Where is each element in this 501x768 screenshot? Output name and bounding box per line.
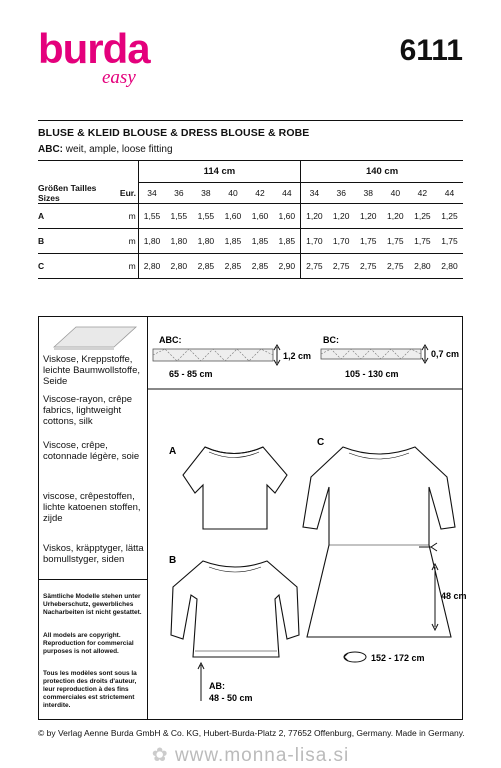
value-cell: 2,80 — [441, 260, 458, 271]
fabric-de: Viskose, Kreppstoffe, leichte Baumwollstoffe, Seide — [43, 354, 140, 387]
value-cell: 2,90 — [274, 253, 301, 278]
table-row — [38, 228, 463, 253]
fabric-column — [39, 317, 148, 719]
table-row — [38, 203, 463, 228]
hem-width: 152 - 172 cm — [371, 653, 425, 663]
value-cell: 1,20 — [387, 210, 404, 221]
value-cell: 2,75 — [306, 260, 323, 271]
size-cell: 40 — [228, 187, 238, 198]
size-cell: 42 — [255, 187, 265, 198]
row-unit: m — [118, 228, 138, 253]
pattern-title: BLUSE & KLEID BLOUSE & DRESS BLOUSE & ROBE — [38, 127, 310, 139]
view-b-label: B — [169, 555, 177, 566]
blouse-length: 48 - 50 cm — [209, 693, 253, 703]
divider — [39, 579, 147, 580]
copyright-note-fr: Tous les modèles sont sous la protection des droits d'auteur, leur reproduction à des fins commerciales est strictement interdite. — [43, 670, 137, 709]
value-cell: 2,80 — [143, 260, 161, 271]
size-header-label: Größen Tailles Sizes — [38, 182, 97, 203]
size-cell: 34 — [147, 187, 157, 198]
view-a-label: A — [169, 446, 177, 457]
fabric-nl: viscose, crêpestoffen, lichte katoenen stoffen, zijde — [43, 491, 141, 524]
size-cell: 44 — [274, 183, 301, 204]
row-view: A — [38, 210, 45, 221]
elastic-bc-length: 105 - 130 cm — [345, 369, 399, 379]
watermark: ✿ www.monna-lisa.si — [151, 745, 350, 766]
value-cell: 1,25 — [441, 210, 458, 221]
blouse-length-label: AB: — [209, 681, 225, 691]
value-cell: 1,20 — [332, 210, 350, 221]
value-cell: 1,85 — [251, 235, 269, 246]
value-cell: 1,55 — [197, 210, 215, 221]
value-cell: 1,55 — [143, 210, 161, 221]
size-cell: 38 — [363, 187, 373, 198]
blouse-a-drawing — [183, 447, 287, 529]
size-cell: 36 — [174, 187, 184, 198]
elastic-bc-width: 0,7 cm — [431, 349, 460, 359]
value-cell: 1,70 — [306, 235, 323, 246]
illustrations — [147, 317, 467, 719]
elastic-strip-abc — [153, 349, 273, 361]
divider — [38, 120, 463, 121]
size-cell: 36 — [336, 187, 346, 198]
value-cell: 1,20 — [359, 210, 377, 221]
footer-copyright: © by Verlag Aenne Burda GmbH & Co. KG, Hubert-Burda-Platz 2, 77652 Offenburg, Germany. Made in Germany. — [38, 728, 465, 738]
width-114: 114 cm — [138, 161, 300, 183]
value-cell: 1,80 — [170, 235, 188, 246]
copyright-note-de: Sämtliche Modelle stehen unter Urheberschutz, gewerbliches Nacharbeiten ist nicht gestattet. — [43, 593, 142, 616]
size-cell: 34 — [309, 187, 320, 198]
pattern-number: 6111 — [399, 34, 463, 67]
value-cell: 1,20 — [306, 210, 323, 221]
fabric-en: Viscose-rayon, crêpe fabrics, lightweight cottons, silk — [43, 394, 133, 427]
value-cell: 2,85 — [224, 260, 242, 271]
value-cell: 1,80 — [143, 235, 161, 246]
burda-logo: burda — [38, 25, 150, 72]
value-cell: 1,85 — [274, 228, 301, 253]
size-cell: 42 — [417, 187, 428, 198]
elastic-bc-label: BC: — [323, 335, 339, 345]
elastic-abc-width: 1,2 cm — [283, 351, 312, 361]
elastic-strip-bc — [321, 349, 421, 359]
size-header-row — [38, 183, 463, 204]
burda-easy-logo: easy — [102, 67, 136, 88]
value-cell: 1,70 — [332, 235, 350, 246]
value-cell: 1,25 — [414, 210, 431, 221]
value-cell: 1,60 — [251, 210, 269, 221]
elastic-abc-label: ABC: — [159, 335, 182, 345]
fabric-bolt-icon — [40, 319, 146, 353]
size-cell: 44 — [444, 187, 455, 198]
fabric-fr: Viscose, crêpe, cotonnade légère, soie — [43, 440, 140, 462]
eur-label: Eur. — [118, 183, 138, 204]
value-cell: 2,75 — [359, 260, 377, 271]
row-unit: m — [118, 203, 138, 228]
width-140: 140 cm — [301, 161, 463, 183]
yardage-table — [38, 160, 463, 279]
value-cell: 2,85 — [251, 260, 269, 271]
value-cell: 1,75 — [414, 235, 431, 246]
elastic-abc-length: 65 - 85 cm — [169, 369, 213, 379]
blouse-b-drawing — [171, 561, 299, 657]
value-cell: 1,85 — [224, 235, 242, 246]
value-cell: 1,80 — [197, 235, 215, 246]
value-cell: 2,80 — [170, 260, 188, 271]
value-cell: 2,75 — [387, 260, 404, 271]
fabric-sv: Viskos, kräpptyger, lätta bomullstyger, siden — [43, 543, 144, 565]
row-view: C — [38, 260, 45, 271]
value-cell: 1,60 — [224, 210, 242, 221]
materials-panel — [38, 316, 467, 720]
fit-description: ABC: weit, ample, loose fitting — [38, 144, 173, 155]
value-cell: 1,55 — [170, 210, 188, 221]
value-cell: 1,75 — [387, 235, 404, 246]
value-cell: 1,75 — [359, 235, 377, 246]
size-cell: 40 — [390, 187, 401, 198]
value-cell: 1,60 — [274, 203, 301, 228]
value-cell: 1,75 — [441, 235, 458, 246]
table-row — [38, 253, 463, 278]
dress-length: 48 cm — [441, 591, 467, 601]
copyright-note-en: All models are copyright. Reproduction for commercial purposes is not allowed. — [43, 632, 134, 655]
size-cell: 38 — [201, 187, 211, 198]
row-view: B — [38, 235, 45, 246]
view-c-label: C — [317, 437, 325, 448]
dress-c-drawing — [303, 447, 455, 637]
value-cell: 2,75 — [332, 260, 350, 271]
row-unit: m — [118, 253, 138, 278]
value-cell: 2,80 — [414, 260, 431, 271]
value-cell: 2,85 — [197, 260, 215, 271]
